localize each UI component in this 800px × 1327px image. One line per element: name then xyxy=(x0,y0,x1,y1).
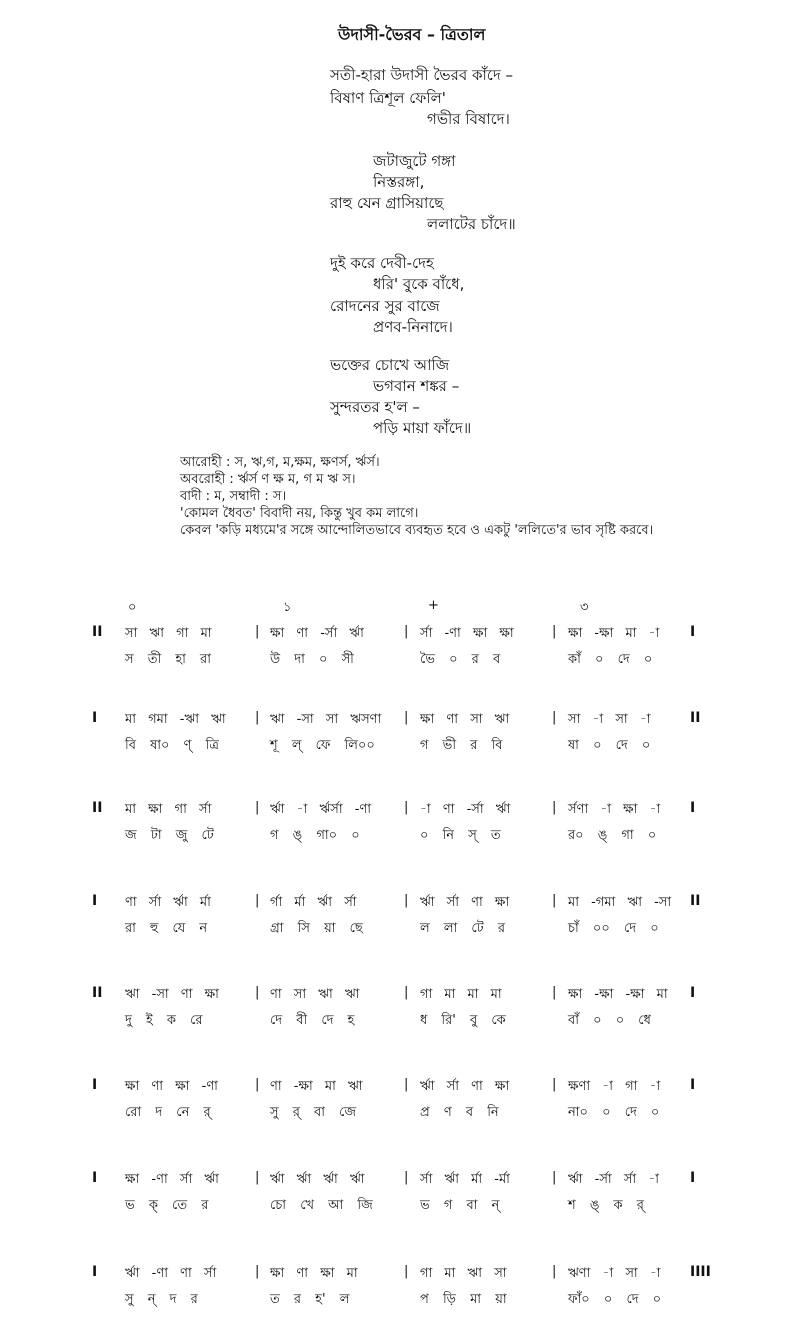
swar-group: সা -া সা -া xyxy=(568,712,651,727)
bar-start: II xyxy=(92,800,103,816)
bar-separator: | xyxy=(255,624,260,639)
lyric-line: গভীর বিষাদে। xyxy=(427,110,510,128)
swar-group: ক্ষা ণা -র্সা র্ঋা xyxy=(270,626,364,641)
notation-row xyxy=(0,800,800,850)
bani-group: ভৈ ০ র ব xyxy=(420,652,501,667)
bar-separator: | xyxy=(255,1077,260,1092)
bar-separator: | xyxy=(552,624,557,639)
bani-group: প ড়ি মা য়া xyxy=(420,1292,507,1307)
bani-group: গ ভী র বি xyxy=(420,738,503,753)
bar-separator: | xyxy=(255,893,260,908)
bani-group: বি ষা০ ণ্ ত্রি xyxy=(125,738,219,753)
bar-separator: | xyxy=(255,710,260,725)
swar-group: মা -গমা ঋা -সা xyxy=(568,895,672,910)
swar-group: ঋা -সা সা ঋসণা xyxy=(270,712,382,727)
tal-mark: ০ xyxy=(128,600,137,615)
bar-end: I xyxy=(690,1170,696,1186)
lyric-line: সুন্দরতর হ'ল – xyxy=(330,398,420,416)
bani-group: না০ ০ দে ০ xyxy=(568,1105,660,1120)
notation-row xyxy=(0,1264,800,1314)
lyric-line: ললাটের চাঁদে॥ xyxy=(427,215,516,233)
swar-group: র্সণা -া ক্ষা -া xyxy=(568,802,661,817)
bar-separator: | xyxy=(552,1264,557,1279)
bar-separator: | xyxy=(404,985,409,1000)
lyric-line: জটাজুটে গঙ্গা xyxy=(373,152,456,170)
bar-end: I xyxy=(690,624,696,640)
swar-group: র্সা র্ঋা র্মা -র্মা xyxy=(420,1172,510,1187)
bani-group: গ্রা সি য়া ছে xyxy=(270,921,363,936)
tal-mark: + xyxy=(428,598,439,613)
bani-group: দু ই ক রে xyxy=(125,1013,203,1028)
song-title: উদাসী-ভৈরব – ত্রিতাল xyxy=(338,25,486,44)
bar-end: I xyxy=(690,800,696,816)
bar-separator: | xyxy=(404,624,409,639)
bani-group: বাঁ ০ ০ ধে xyxy=(568,1013,651,1028)
bani-group: র০ ঙ্ গা ০ xyxy=(568,828,657,843)
swar-group: র্ঋা র্ঋা র্ঋা র্ঋা xyxy=(270,1172,365,1187)
bani-group: উ দা ০ সী xyxy=(270,652,354,667)
bani-group: দে বী দে হ xyxy=(270,1013,355,1028)
bani-group: রা হু যে ন xyxy=(125,921,208,936)
bar-start: I xyxy=(92,1077,98,1093)
notation-row xyxy=(0,1077,800,1127)
note-line: 'কোমল ধৈবত' বিবাদী নয়, কিন্তু খুব কম লাগে। xyxy=(180,506,419,521)
bar-separator: | xyxy=(552,800,557,815)
bani-group: সু র্ বা জে xyxy=(270,1105,357,1120)
swar-group: মা ক্ষা গা র্সা xyxy=(125,802,212,817)
swar-group: ঋা -সা ণা ক্ষা xyxy=(125,987,219,1002)
bani-group: শ ঙ্ ক র্ xyxy=(568,1198,644,1213)
bani-group: ভ ক্ তে র xyxy=(125,1198,209,1213)
notation-row xyxy=(0,893,800,943)
bar-separator: | xyxy=(255,1264,260,1279)
swar-group: র্ঋা র্সা ণা ক্ষা xyxy=(420,895,510,910)
bani-group: ফাঁ০ ০ দে ০ xyxy=(568,1292,662,1307)
swar-group: ণা -ক্ষা মা ঋা xyxy=(270,1079,363,1094)
lyric-line: দুই করে দেবী-দেহ xyxy=(330,254,434,272)
lyric-line: রাহু যেন গ্রাসিয়াছে xyxy=(330,194,444,212)
raga-notes xyxy=(180,454,653,539)
bani-group: চাঁ ০০ দে ০ xyxy=(568,921,659,936)
bani-group: জ টা জু টে xyxy=(125,828,214,843)
bar-start: II xyxy=(92,985,103,1001)
swar-group: র্ঋা র্সা ণা ক্ষা xyxy=(420,1079,510,1094)
bar-separator: | xyxy=(404,1264,409,1279)
swar-group: ণা সা ঋা ঋা xyxy=(270,987,360,1002)
swar-group: ক্ষা ণা ক্ষা -ণা xyxy=(125,1079,218,1094)
bar-start: I xyxy=(92,893,98,909)
bar-separator: | xyxy=(552,1170,557,1185)
bar-end: II xyxy=(690,710,701,726)
bar-separator: | xyxy=(552,1077,557,1092)
notation-row xyxy=(0,710,800,760)
bani-group: শূ ল্ ফে লি০০ xyxy=(270,738,375,753)
lyric-line: ভক্তের চোখে আজি xyxy=(330,356,450,374)
bar-start: I xyxy=(92,710,98,726)
bar-separator: | xyxy=(552,985,557,1000)
note-line: অবরোহী : র্ঋর্স ণ ক্ষ ম, গ ম ঋ স। xyxy=(180,472,356,487)
bar-start: I xyxy=(92,1264,98,1280)
bani-group: ধ রি' বু কে xyxy=(420,1013,506,1028)
bani-group: ল লা টে র xyxy=(420,921,506,936)
swar-group: ক্ষা -ক্ষা মা -া xyxy=(568,626,660,641)
swar-group: -া ণা -র্সা র্ঋা xyxy=(420,802,511,817)
lyric-line: নিস্তরঙ্গা, xyxy=(373,173,425,191)
lyric-line: ধরি' বুকে বাঁধে, xyxy=(373,275,465,293)
swar-group: ণা র্সা র্ঋা র্মা xyxy=(125,895,211,910)
bani-group: ত র হ' ল xyxy=(270,1292,350,1307)
note-line: বাদী : ম, সম্বাদী : স। xyxy=(180,489,287,504)
bar-separator: | xyxy=(404,1170,409,1185)
bani-group: প্র ণ ব নি xyxy=(420,1105,499,1120)
notation-row xyxy=(0,985,800,1035)
swar-group: মা গমা -ঋা ঋা xyxy=(125,712,226,727)
swar-group: ঋণা -া সা -া xyxy=(568,1266,661,1281)
lyric-line: প্রণব-নিনাদে। xyxy=(373,318,453,336)
lyric-line: সতী-হারা উদাসী ভৈরব কাঁদে – xyxy=(330,66,513,84)
bani-group: সু ন্ দ র xyxy=(125,1292,198,1307)
bani-group: ০ নি স্ ত xyxy=(420,828,501,843)
bar-separator: | xyxy=(255,800,260,815)
bar-start: II xyxy=(92,624,103,640)
bar-separator: | xyxy=(552,893,557,908)
note-line: কেবল 'কড়ি মধ্যমে'র সঙ্গে আন্দোলিতভাবে ব্যবহৃত হবে ও একটু 'ললিতে'র ভাব সৃষ্টি করবে। xyxy=(180,523,654,538)
bar-separator: | xyxy=(404,800,409,815)
bani-group: কাঁ ০ দে ০ xyxy=(568,652,653,667)
swar-group: ক্ষা -ণা র্সা র্ঋা xyxy=(125,1172,219,1187)
swar-group: র্ঋা -া র্ঋর্সা -ণা xyxy=(270,802,372,817)
bar-separator: | xyxy=(404,893,409,908)
bar-separator: | xyxy=(404,710,409,725)
bani-group: গ ঙ্ গা০ ০ xyxy=(270,828,360,843)
bani-group: ষা ০ দে ০ xyxy=(568,738,651,753)
swar-group: র্গা র্মা র্ঋা র্সা xyxy=(270,895,357,910)
swar-group: র্সা -ণা ক্ষা ক্ষা xyxy=(420,626,514,641)
bar-end: I xyxy=(690,1077,696,1093)
swar-group: গা মা ঋা সা xyxy=(420,1266,507,1281)
bani-group: রো দ নে র্ xyxy=(125,1105,211,1120)
bar-separator: | xyxy=(552,710,557,725)
bani-group: ভ গ বা ন্ xyxy=(420,1198,500,1213)
bar-end: IIII xyxy=(690,1264,711,1280)
swar-group: ক্ষা ণা সা ঋা xyxy=(420,712,510,727)
bar-separator: | xyxy=(404,1077,409,1092)
swar-group: ক্ষা ণা ক্ষা মা xyxy=(270,1266,358,1281)
lyric-line: পড়ি মায়া ফাঁদে॥ xyxy=(373,419,472,437)
lyric-line: ভগবান শঙ্কর – xyxy=(373,377,460,395)
bani-group: স তী হা রা xyxy=(125,652,211,667)
swar-group: গা মা মা মা xyxy=(420,987,502,1002)
bar-separator: | xyxy=(255,1170,260,1185)
note-line: আরোহী : স, ঋ,গ, ম,ক্ষম, ক্ষণর্স, র্ঋর্স। xyxy=(180,455,380,470)
tal-mark: ৩ xyxy=(580,600,589,615)
swar-group: র্ঋা -র্সা র্সা -া xyxy=(568,1172,660,1187)
swar-group: র্ঋা -ণা ণা র্সা xyxy=(125,1266,217,1281)
bar-start: I xyxy=(92,1170,98,1186)
notation-row xyxy=(0,1170,800,1220)
tal-mark: ১ xyxy=(283,600,292,615)
bar-separator: | xyxy=(255,985,260,1000)
lyric-line: বিষাণ ত্রিশূল ফেলি' xyxy=(330,89,446,107)
lyric-line: রোদনের সুর বাজে xyxy=(330,297,440,315)
swar-group: ক্ষা -ক্ষা -ক্ষা মা xyxy=(568,987,668,1002)
bar-end: II xyxy=(690,893,701,909)
notation-row xyxy=(0,624,800,674)
swar-group: ক্ষণা -া গা -া xyxy=(568,1079,661,1094)
bar-end: I xyxy=(690,985,696,1001)
swar-group: সা ঋা গা মা xyxy=(125,626,212,641)
bani-group: চো খে আ জি xyxy=(270,1198,373,1213)
